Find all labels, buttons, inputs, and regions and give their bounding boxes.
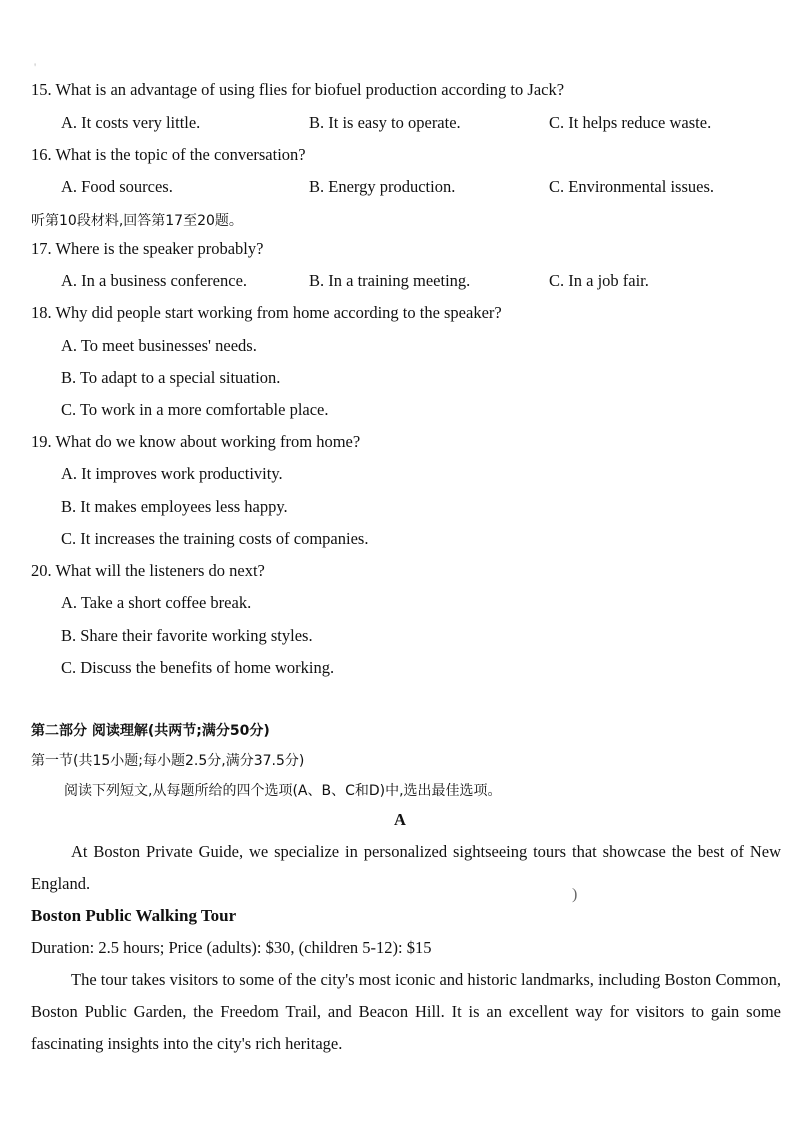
tour-description: The tour takes visitors to some of the city's most iconic and historic landmarks, including Boston Common, Boston Public Garden, the Freedom Trail, and Beacon Hill. It is an excellent way for visitors to gain some fascinating insights into the city's rich heritage. <box>31 970 781 1053</box>
question-17-stem: 17. Where is the speaker probably? <box>31 239 264 258</box>
question-18-option-c: C. To work in a more comfortable place. <box>61 400 329 419</box>
question-18-option-a: A. To meet businesses' needs. <box>61 336 257 355</box>
question-15-option-b: B. It is easy to operate. <box>309 113 461 132</box>
question-16-option-a: A. Food sources. <box>61 177 173 196</box>
reading-directions: 阅读下列短文,从每题所给的四个选项(A、B、C和D)中,选出最佳选项。 <box>64 783 502 799</box>
question-20-option-c: C. Discuss the benefits of home working. <box>61 658 335 677</box>
tour-info: Duration: 2.5 hours; Price (adults): $30, (children 5-12): $15 <box>31 938 432 957</box>
passage-letter: A <box>394 810 406 829</box>
question-16-option-c: C. Environmental issues. <box>549 177 714 196</box>
question-18-stem: 18. Why did people start working from home according to the speaker? <box>31 303 502 322</box>
question-16-stem: 16. What is the topic of the conversation? <box>31 145 306 164</box>
question-20-option-b: B. Share their favorite working styles. <box>61 626 313 645</box>
part-2-title: 第二部分 阅读理解(共两节;满分50分) <box>31 723 270 739</box>
question-17-option-b: B. In a training meeting. <box>309 271 471 290</box>
question-18-option-b: B. To adapt to a special situation. <box>61 368 281 387</box>
question-15-option-c: C. It helps reduce waste. <box>549 113 712 132</box>
question-19-option-a: A. It improves work productivity. <box>61 464 283 483</box>
tour-title: Boston Public Walking Tour <box>31 906 237 925</box>
scan-speck: ) <box>572 886 578 903</box>
question-20-stem: 20. What will the listeners do next? <box>31 561 265 580</box>
scan-speck: ' <box>34 60 37 74</box>
question-15-option-a: A. It costs very little. <box>61 113 201 132</box>
question-17-option-a: A. In a business conference. <box>61 271 248 290</box>
question-16-option-b: B. Energy production. <box>309 177 456 196</box>
question-15-stem: 15. What is an advantage of using flies for biofuel production according to Jack? <box>31 80 565 99</box>
question-19-option-b: B. It makes employees less happy. <box>61 497 288 516</box>
question-17-option-c: C. In a job fair. <box>549 271 649 290</box>
passage-intro: At Boston Private Guide, we specialize in personalized sightseeing tours that showcase the best of New England. <box>31 842 781 893</box>
listening-instruction-10: 听第10段材料,回答第17至20题。 <box>31 213 243 229</box>
section-1-title: 第一节(共15小题;每小题2.5分,满分37.5分) <box>31 753 305 769</box>
question-19-option-c: C. It increases the training costs of companies. <box>61 529 369 548</box>
question-20-option-a: A. Take a short coffee break. <box>61 593 252 612</box>
question-19-stem: 19. What do we know about working from home? <box>31 432 361 451</box>
